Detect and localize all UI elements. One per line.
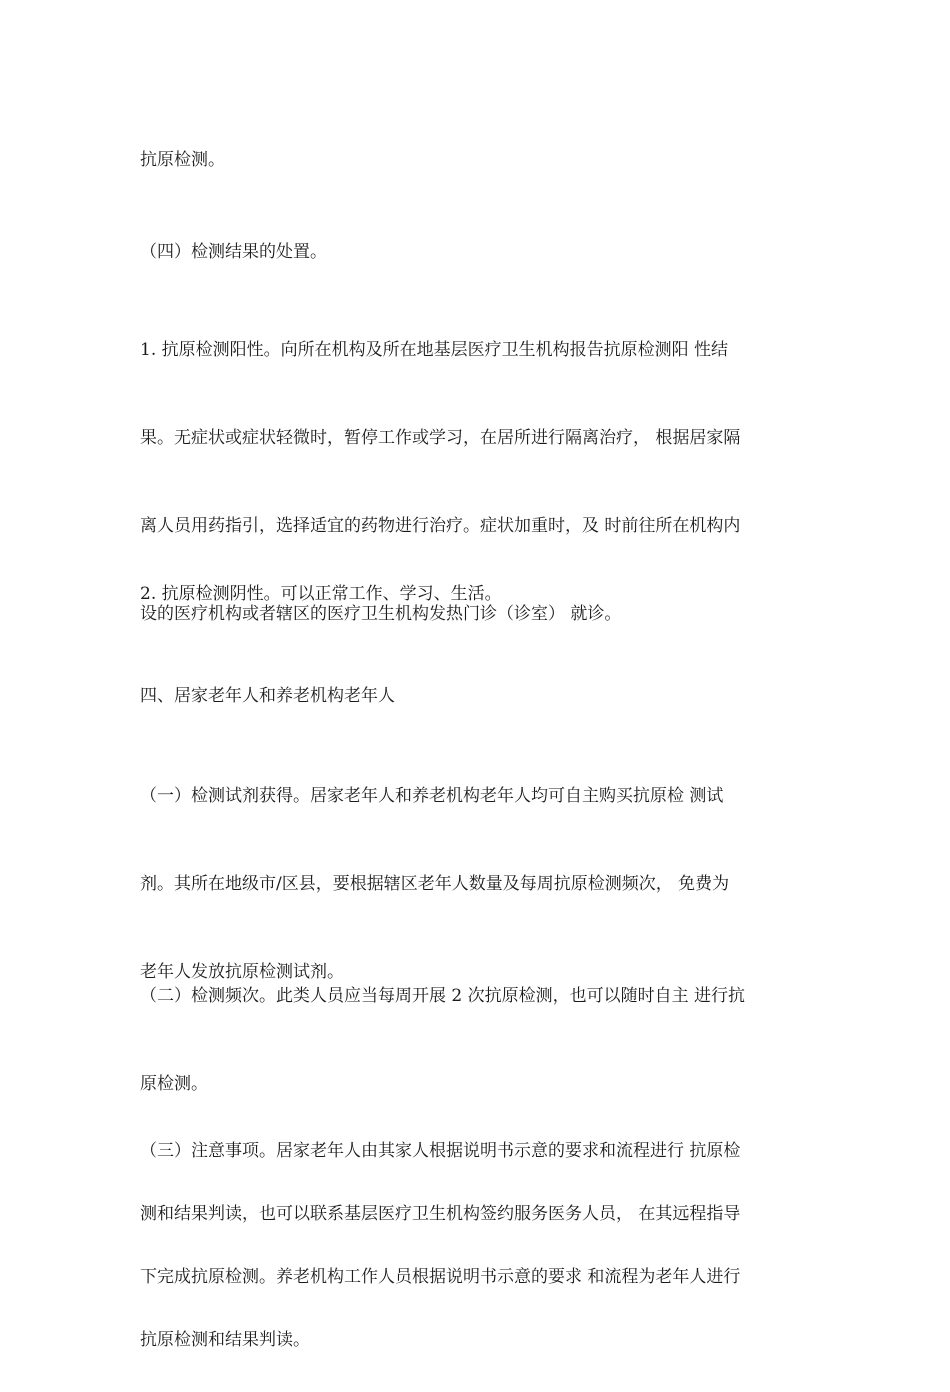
text-line: 四、居家老年人和养老机构老年人	[140, 686, 395, 706]
text-line: （四）检测结果的处置。	[140, 242, 327, 262]
text-line: 抗原检测和结果判读。	[140, 1330, 310, 1350]
text-line: 原检测。	[140, 1074, 208, 1094]
text-line: 1. 抗原检测阳性。向所在机构及所在地基层医疗卫生机构报告抗原检测阳 性结	[140, 340, 729, 360]
text-line: 设的医疗机构或者辖区的医疗卫生机构发热门诊（诊室） 就诊。	[140, 604, 622, 624]
text-line: 果。无症状或症状轻微时，暂停工作或学习，在居所进行隔离治疗， 根据居家隔	[140, 428, 741, 448]
text-line: 下完成抗原检测。养老机构工作人员根据说明书示意的要求 和流程为老年人进行	[140, 1267, 741, 1287]
text-line: 离人员用药指引，选择适宜的药物进行治疗。症状加重时，及 时前往所在机构内	[140, 516, 741, 536]
text-line: （三）注意事项。居家老年人由其家人根据说明书示意的要求和流程进行 抗原检	[140, 1141, 741, 1161]
text-line: 抗原检测。	[140, 150, 225, 170]
text-line: （一）检测试剂获得。居家老年人和养老机构老年人均可自主购买抗原检 测试	[140, 786, 724, 806]
paragraph-precautions	[140, 1100, 830, 1392]
text-line: 测和结果判读，也可以联系基层医疗卫生机构签约服务医务人员， 在其远程指导	[140, 1204, 741, 1224]
text-line: （二）检测频次。此类人员应当每周开展 2 次抗原检测，也可以随时自主 进行抗	[140, 986, 746, 1006]
text-line: 老年人发放抗原检测试剂。	[140, 962, 344, 982]
text-line: 2. 抗原检测阴性。可以正常工作、学习、生活。	[140, 584, 502, 604]
text-line: 剂。其所在地级市/区县，要根据辖区老年人数量及每周抗原检测频次， 免费为	[140, 874, 730, 894]
